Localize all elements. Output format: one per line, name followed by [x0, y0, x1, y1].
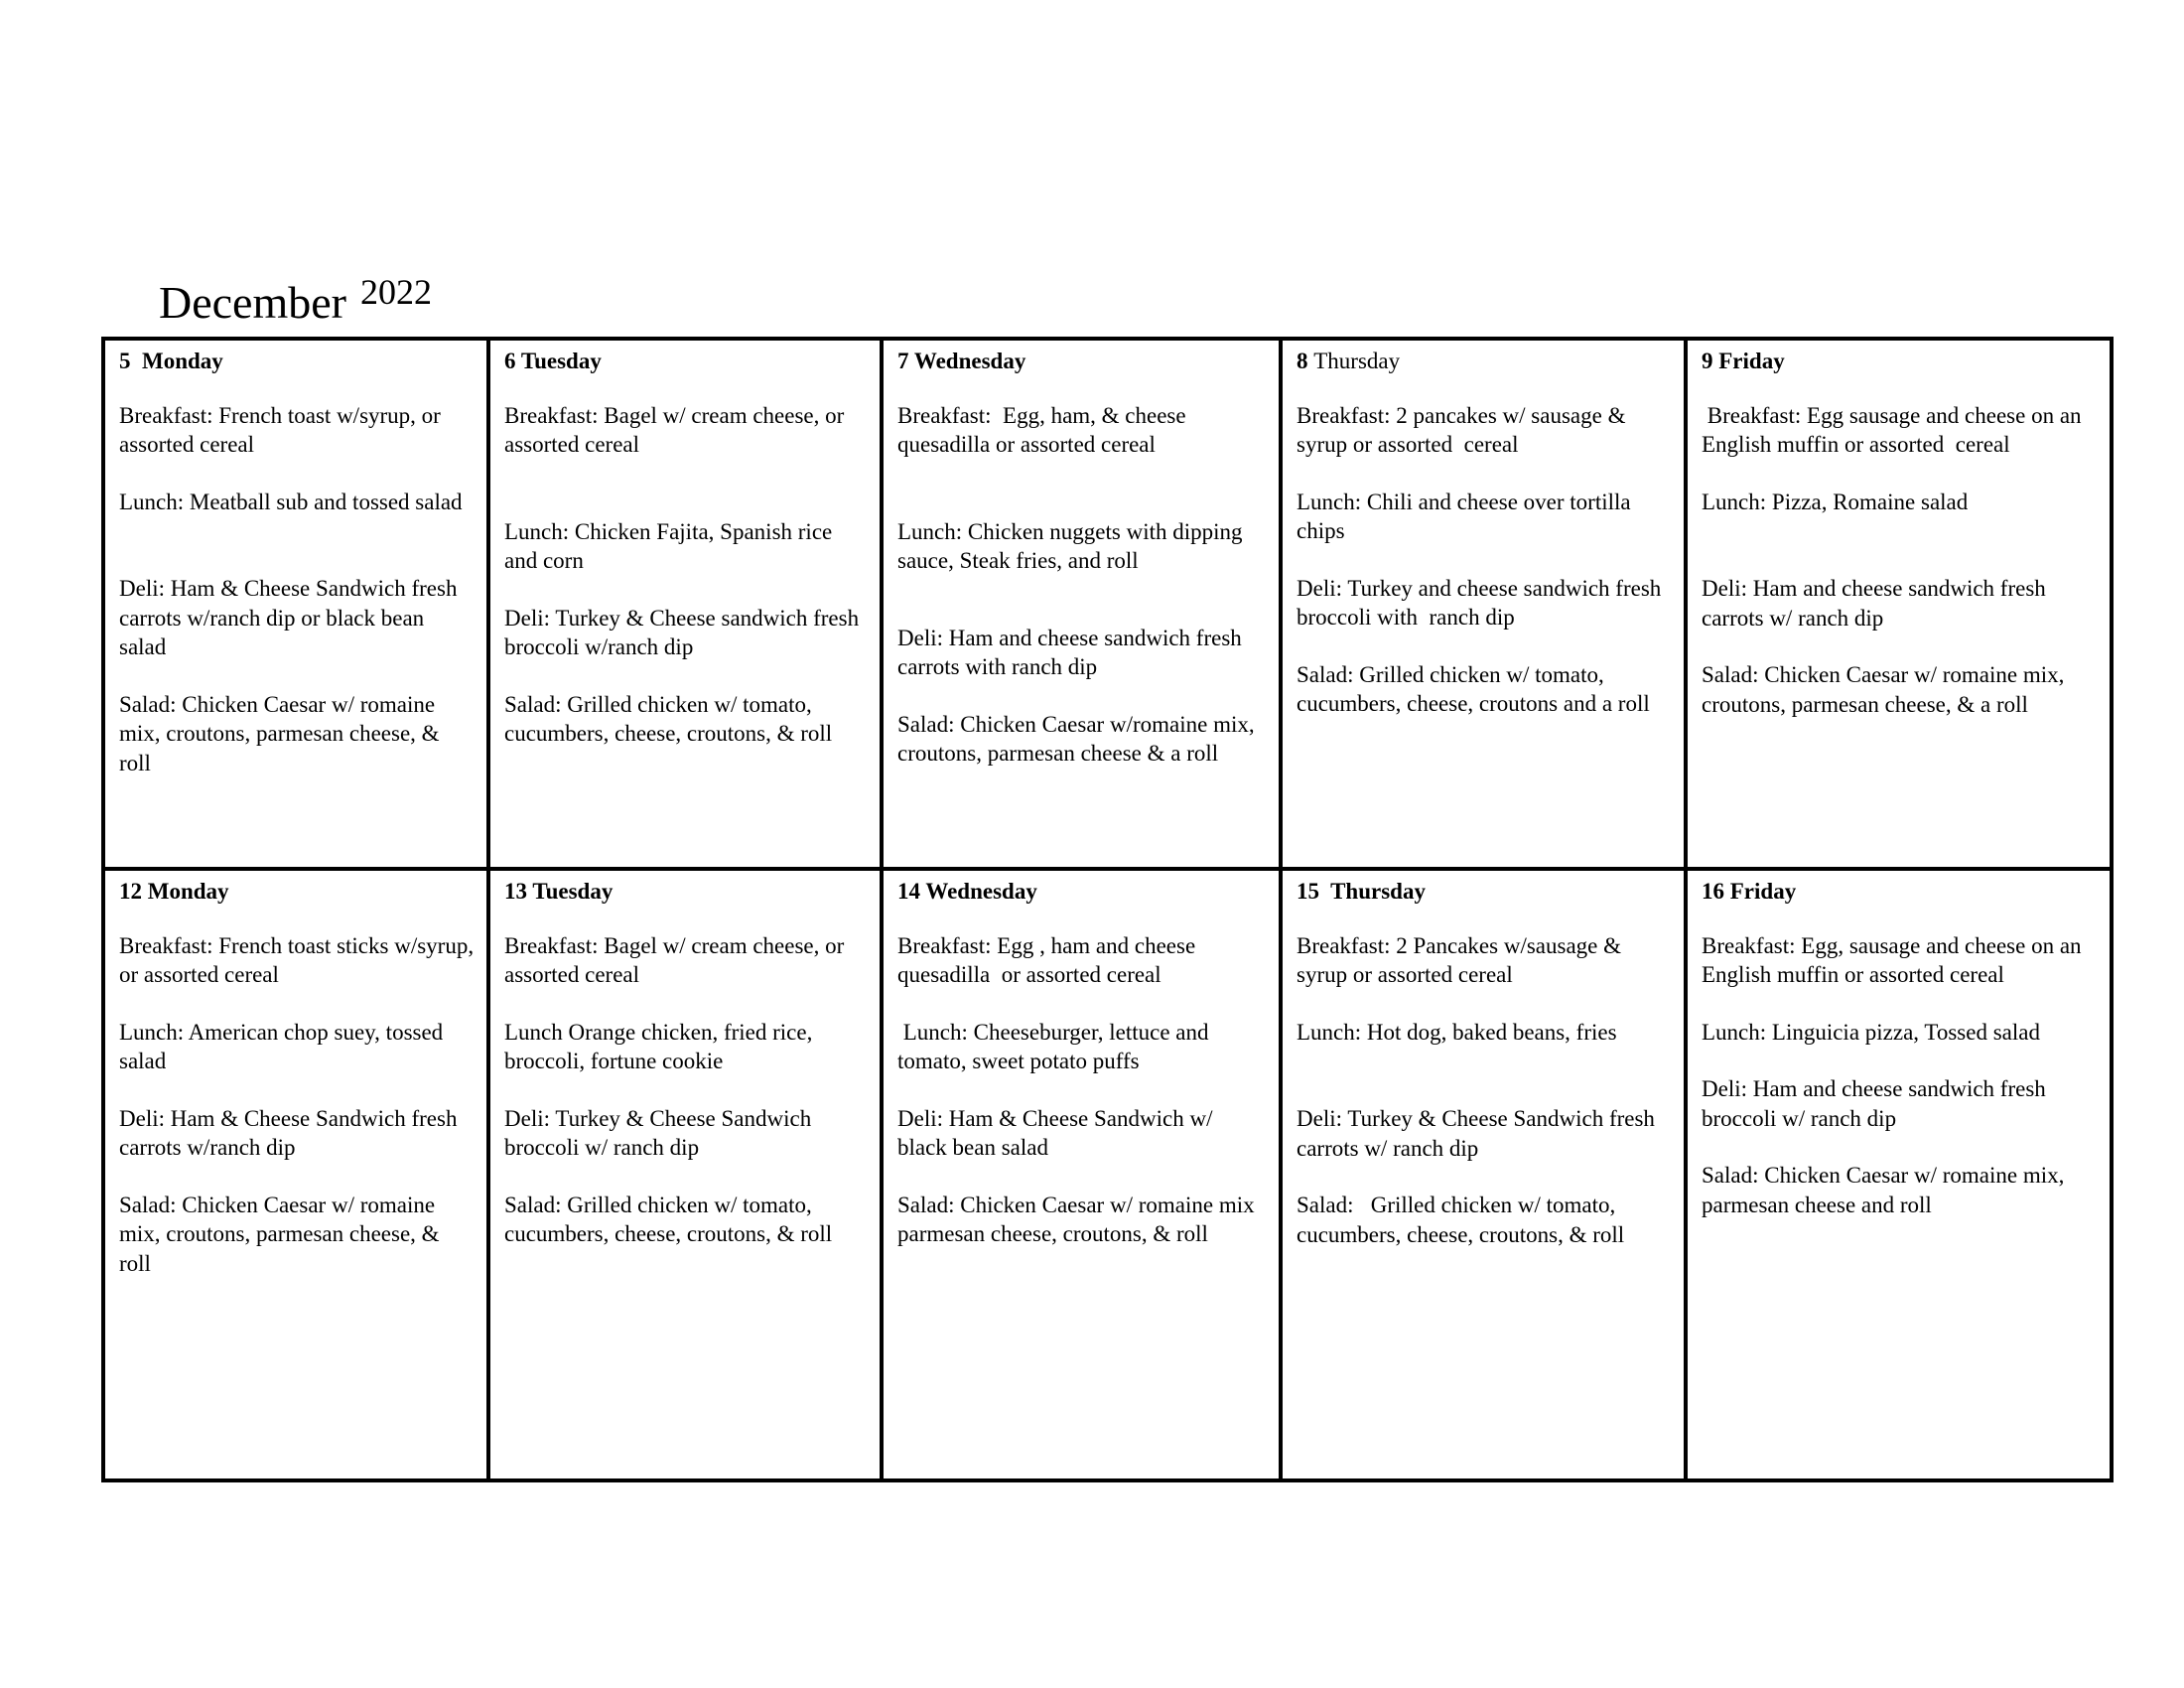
day-name: Friday — [1729, 879, 1797, 904]
breakfast-item: Breakfast: Egg, sausage and cheese on an English muffin or assorted cereal — [1702, 932, 2088, 987]
lunch-item: Lunch: Meatball sub and tossed salad — [119, 489, 463, 514]
day-number: 16 — [1702, 879, 1724, 904]
salad-item: Salad: Chicken Caesar w/ romaine mix, croutons, parmesan cheese, & roll — [119, 1192, 446, 1276]
year-label: 2022 — [360, 272, 432, 312]
deli-item: Deli: Ham and cheese sandwich fresh carrots w/ ranch dip — [1702, 576, 2052, 631]
day-header — [1702, 347, 2098, 376]
salad-item: Salad: Grilled chicken w/ tomato, cucumbers, cheese, croutons, & roll — [504, 691, 833, 746]
salad-item: Salad: Grilled chicken w/ tomato, cucumbers, cheese, croutons and a roll — [1297, 661, 1650, 716]
deli-item: Deli: Ham & Cheese Sandwich fresh carrots w/ranch dip or black bean salad — [119, 576, 464, 659]
lunch-item: Lunch: Chili and cheese over tortilla chips — [1297, 489, 1637, 543]
day-cell — [882, 869, 1281, 1480]
salad-item: Salad: Chicken Caesar w/romaine mix, croutons, parmesan cheese & a roll — [897, 711, 1261, 766]
lunch-item: Lunch: Linguicia pizza, Tossed salad — [1702, 1019, 2040, 1045]
day-header — [504, 347, 868, 376]
calendar-title — [159, 272, 432, 328]
day-name: Friday — [1718, 349, 1785, 373]
deli-item: Deli: Ham and cheese sandwich fresh carrots with ranch dip — [897, 625, 1248, 679]
deli-item: Deli: Ham and cheese sandwich fresh broccoli w/ ranch dip — [1702, 1076, 2052, 1131]
day-header — [1297, 347, 1672, 376]
day-cell — [1281, 339, 1686, 869]
day-cell — [882, 339, 1281, 869]
breakfast-item: Breakfast: Bagel w/ cream cheese, or assorted cereal — [504, 932, 851, 987]
day-header — [897, 877, 1267, 907]
week-row — [103, 339, 2112, 869]
salad-item: Salad: Chicken Caesar w/ romaine mix, croutons, parmesan cheese, & roll — [119, 691, 446, 775]
lunch-item: Lunch: Pizza, Romaine salad — [1702, 489, 1969, 514]
day-name: Wednesday — [925, 879, 1037, 904]
day-cell — [1686, 339, 2112, 869]
lunch-item: Lunch: Hot dog, baked beans, fries — [1297, 1019, 1617, 1045]
deli-item: Deli: Turkey and cheese sandwich fresh broccoli with ranch dip — [1297, 575, 1668, 630]
month-label: December — [159, 277, 346, 328]
day-cell — [103, 339, 488, 869]
day-number: 8 — [1297, 349, 1308, 373]
day-number: 15 — [1297, 879, 1319, 904]
day-number: 14 — [897, 879, 920, 904]
day-name: Thursday — [1330, 879, 1426, 904]
lunch-item: Lunch: Chicken Fajita, Spanish rice and corn — [504, 518, 838, 573]
salad-item: Salad: Chicken Caesar w/ romaine mix parmesan cheese, croutons, & roll — [897, 1192, 1261, 1246]
breakfast-item: Breakfast: 2 pancakes w/ sausage & syrup or assorted cereal — [1297, 402, 1632, 457]
breakfast-item: Breakfast: Egg , ham and cheese quesadilla or assorted cereal — [897, 932, 1201, 987]
day-name: Monday — [147, 879, 229, 904]
day-number: 9 — [1702, 349, 1713, 373]
breakfast-item: Breakfast: French toast w/syrup, or assorted cereal — [119, 402, 447, 457]
lunch-item: Lunch: Cheeseburger, lettuce and tomato, sweet potato puffs — [897, 1019, 1215, 1073]
week-row — [103, 869, 2112, 1480]
day-header — [897, 347, 1267, 376]
deli-item: Deli: Ham & Cheese Sandwich w/ black bean salad — [897, 1105, 1219, 1160]
deli-item: Deli: Turkey & Cheese Sandwich fresh carrots w/ ranch dip — [1297, 1106, 1661, 1161]
salad-item: Salad: Grilled chicken w/ tomato, cucumbers, cheese, croutons, & roll — [1297, 1193, 1625, 1247]
day-header — [1702, 877, 2098, 907]
day-cell — [1686, 869, 2112, 1480]
day-number: 13 — [504, 879, 527, 904]
day-cell — [488, 339, 882, 869]
day-number: 7 — [897, 349, 909, 373]
menu-calendar-grid — [101, 337, 2114, 1482]
salad-item: Salad: Chicken Caesar w/ romaine mix, croutons, parmesan cheese, & a roll — [1702, 662, 2071, 717]
breakfast-item: Breakfast: Egg sausage and cheese on an English muffin or assorted cereal — [1702, 402, 2088, 457]
salad-item: Salad: Chicken Caesar w/ romaine mix, parmesan cheese and roll — [1702, 1163, 2071, 1217]
day-cell — [103, 869, 488, 1480]
day-header — [119, 347, 475, 376]
day-number: 12 — [119, 879, 142, 904]
day-number: 5 — [119, 349, 131, 373]
lunch-item: Lunch: American chop suey, tossed salad — [119, 1019, 449, 1073]
salad-item: Salad: Grilled chicken w/ tomato, cucumbers, cheese, croutons, & roll — [504, 1192, 833, 1246]
day-cell — [1281, 869, 1686, 1480]
day-number: 6 — [504, 349, 516, 373]
breakfast-item: Breakfast: Egg, ham, & cheese quesadilla or assorted cereal — [897, 402, 1192, 457]
day-cell — [488, 869, 882, 1480]
lunch-item: Lunch: Chicken nuggets with dipping sauce, Steak fries, and roll — [897, 518, 1249, 573]
deli-item: Deli: Turkey & Cheese sandwich fresh broccoli w/ranch dip — [504, 605, 865, 659]
day-name: Monday — [142, 349, 223, 373]
lunch-item: Lunch Orange chicken, fried rice, broccoli, fortune cookie — [504, 1019, 819, 1073]
deli-item: Deli: Ham & Cheese Sandwich fresh carrots w/ranch dip — [119, 1105, 464, 1160]
day-name: Tuesday — [532, 879, 614, 904]
day-name: Wednesday — [913, 349, 1026, 373]
day-name: Tuesday — [520, 349, 602, 373]
day-header — [504, 877, 868, 907]
breakfast-item: Breakfast: Bagel w/ cream cheese, or assorted cereal — [504, 402, 851, 457]
day-header — [119, 877, 475, 907]
breakfast-item: Breakfast: French toast sticks w/syrup, or assorted cereal — [119, 932, 479, 987]
deli-item: Deli: Turkey & Cheese Sandwich broccoli w/ ranch dip — [504, 1105, 817, 1160]
day-name: Thursday — [1313, 349, 1401, 373]
day-header — [1297, 877, 1672, 907]
breakfast-item: Breakfast: 2 Pancakes w/sausage & syrup or assorted cereal — [1297, 932, 1627, 987]
